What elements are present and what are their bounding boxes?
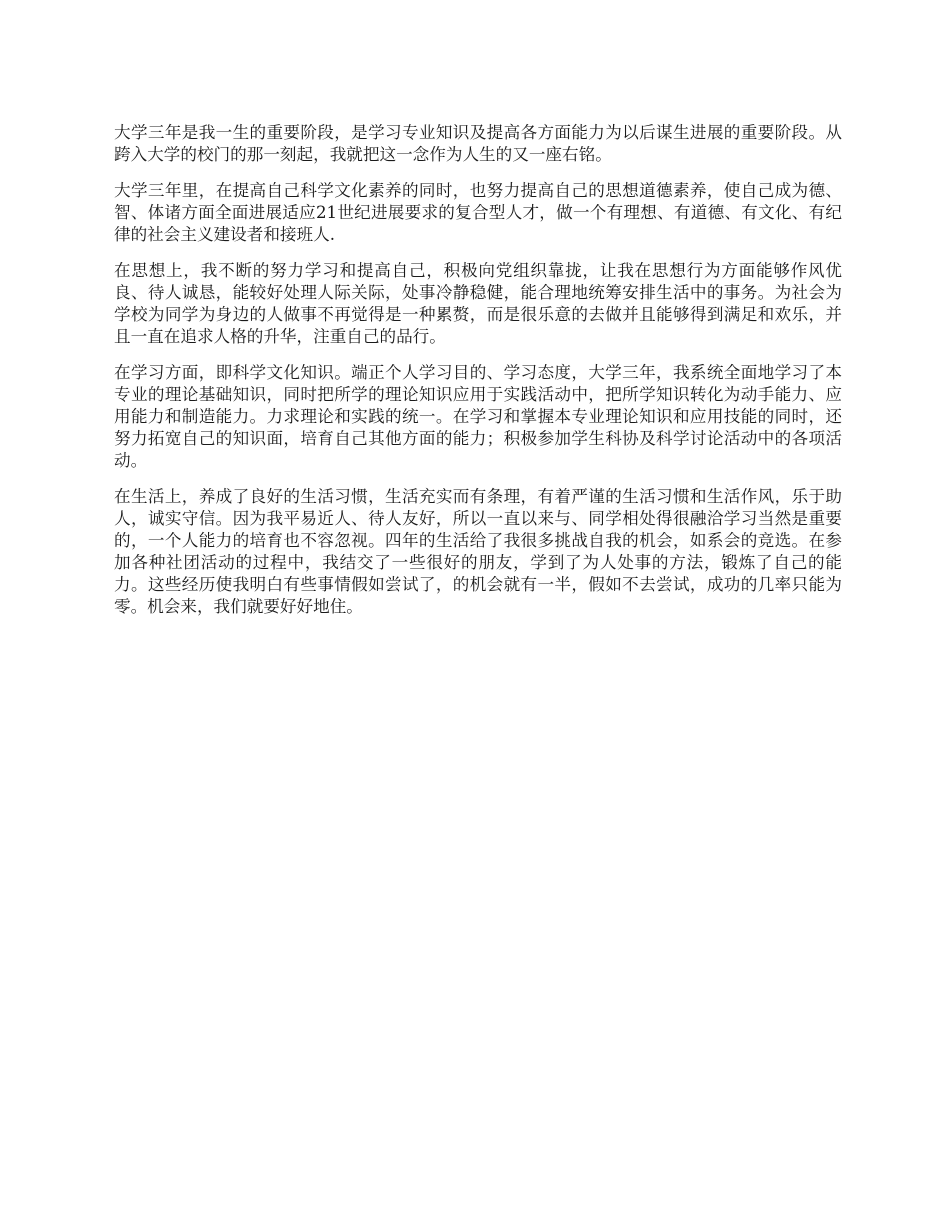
paragraph-4: 在学习方面，即科学文化知识。端正个人学习目的、学习态度，大学三年，我系统全面地学习了本专业的理论基础知识，同时把所学的理论知识应用于实践活动中，把所学知识转化为动手能力、应用能力和制造能力。力求理论和实践的统一。在学习和掌握本专业理论知识和应用技能的同时，还努力拓宽自己的知识面，培育自己其他方面的能力；积极参加学生科协及科学讨论活动中的各项活动。: [114, 363, 842, 470]
paragraph-2: 大学三年里，在提高自己科学文化素养的同时，也努力提高自己的思想道德素养，使自己成为德、智、体诸方面全面进展适应21世纪进展要求的复合型人才，做一个有理想、有道德、有文化、有纪律的社会主义建设者和接班人.: [114, 181, 842, 244]
paragraph-5: 在生活上，养成了良好的生活习惯，生活充实而有条理，有着严谨的生活习惯和生活作风，乐于助人，诚实守信。因为我平易近人、待人友好，所以一直以来与、同学相处得很融洽学习当然是重要的，一个人能力的培育也不容忽视。四年的生活给了我很多挑战自我的机会，如系会的竞选。在参加各种社团活动的过程中，我结交了一些很好的朋友，学到了为人处事的方法，锻炼了自己的能力。这些经历使我明白有些事情假如尝试了，的机会就有一半，假如不去尝试，成功的几率只能为零。机会来，我们就要好好地住。: [114, 487, 842, 616]
paragraph-3: 在思想上，我不断的努力学习和提高自己，积极向党组织靠拢，让我在思想行为方面能够作风优良、待人诚恳，能较好处理人际关际，处事冷静稳健，能合理地统筹安排生活中的事务。为社会为学校为同学为身边的人做事不再觉得是一种累赘，而是很乐意的去做并且能够得到满足和欢乐，并且一直在追求人格的升华，注重自己的品行。: [114, 261, 842, 346]
paragraph-1: 大学三年是我一生的重要阶段，是学习专业知识及提高各方面能力为以后谋生进展的重要阶段。从跨入大学的校门的那一刻起，我就把这一念作为人生的又一座右铭。: [114, 123, 842, 164]
document-body: [114, 122, 842, 632]
